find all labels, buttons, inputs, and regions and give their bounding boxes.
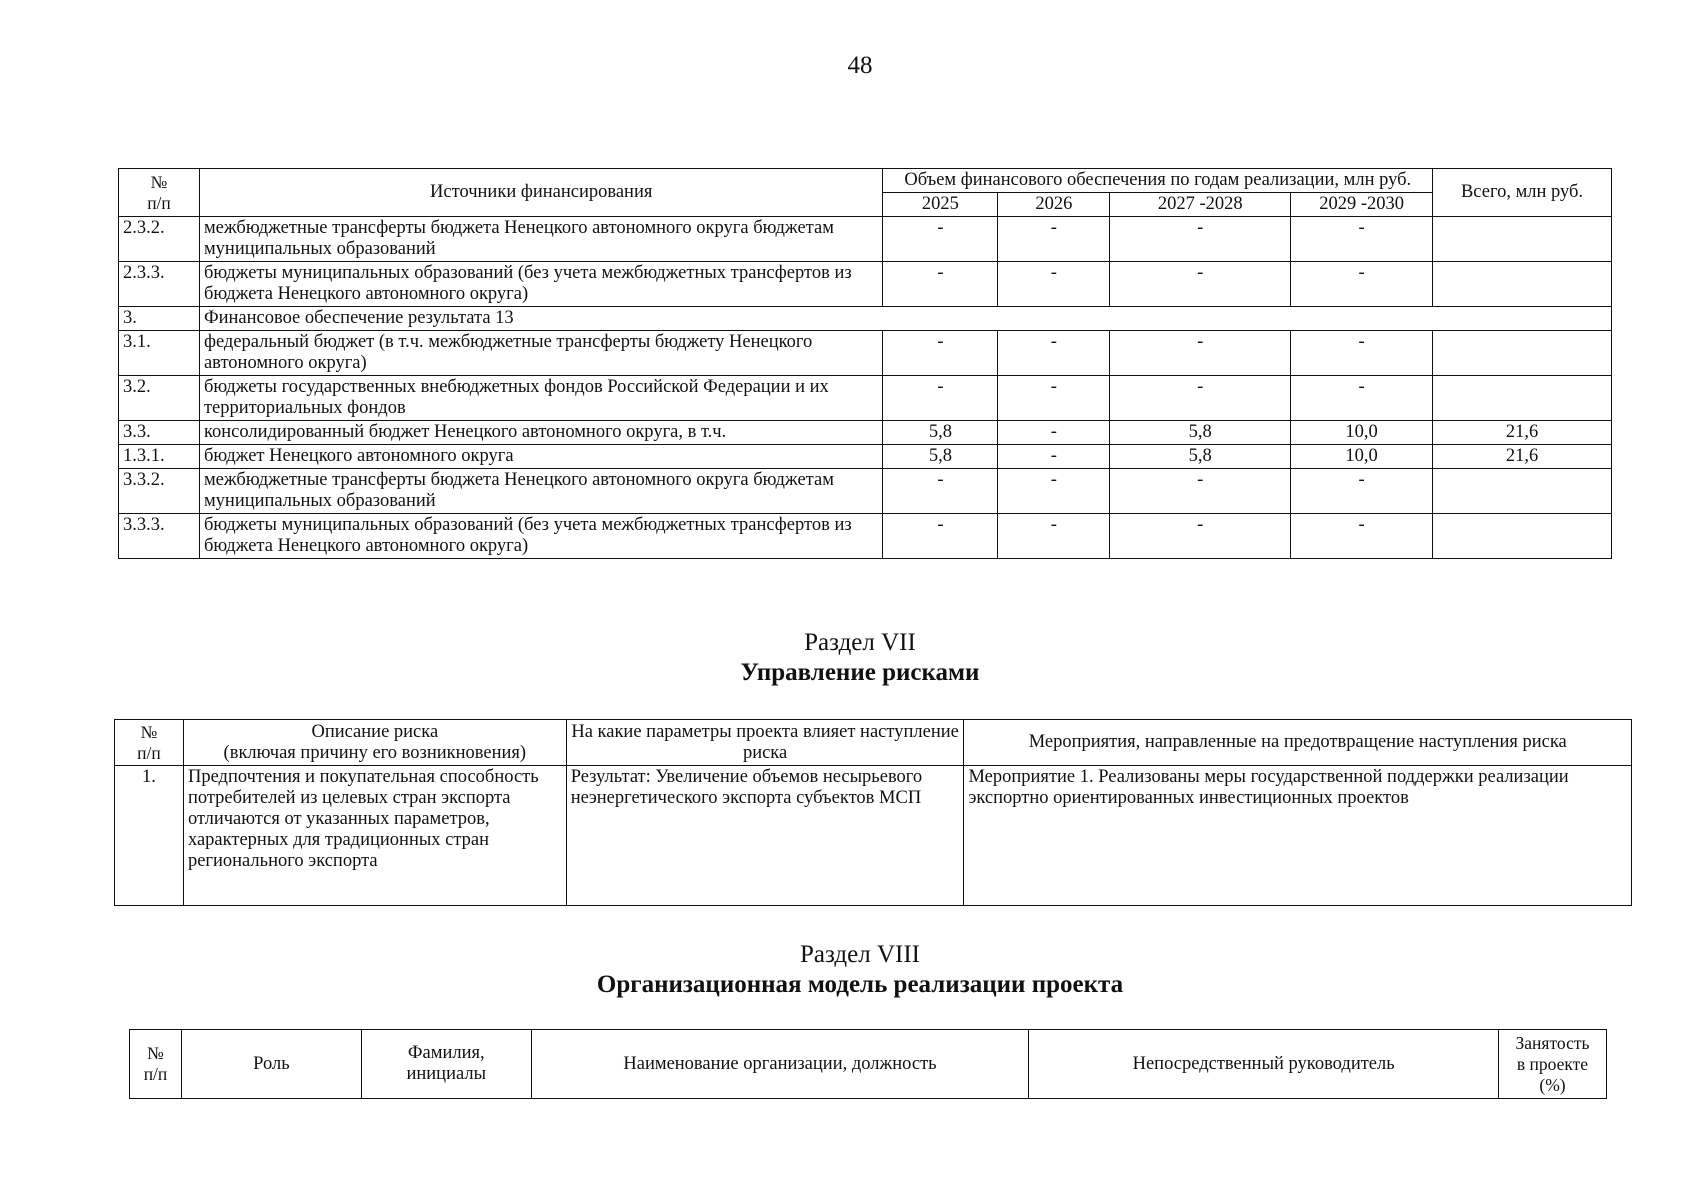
risk-description: Предпочтения и покупательная способность потребителей из целевых стран экспорта отличаются от указанных параметров, характерных для традиционных стран регионального экспорта [183, 766, 566, 906]
row-value-2029-2030: - [1291, 262, 1433, 307]
table-row [119, 514, 1612, 559]
org-header-supervisor: Непосредственный руководитель [1029, 1030, 1499, 1099]
row-value-2025: - [883, 331, 998, 376]
header-year: 2027 -2028 [1110, 193, 1291, 217]
header-total: Всего, млн руб. [1433, 169, 1612, 217]
row-num: 1.3.1. [119, 445, 200, 469]
org-table [129, 1029, 1607, 1099]
section-8-heading [0, 940, 1695, 1000]
row-value-2025: - [883, 217, 998, 262]
org-header-organization: Наименование организации, должность [531, 1030, 1029, 1099]
table-row [119, 262, 1612, 307]
row-total: 21,6 [1433, 421, 1612, 445]
row-value-2025: - [883, 262, 998, 307]
row-total [1433, 331, 1612, 376]
row-value-2029-2030: - [1291, 514, 1433, 559]
row-total [1433, 262, 1612, 307]
row-total [1433, 376, 1612, 421]
row-value-2025: - [883, 376, 998, 421]
row-section-title: Финансовое обеспечение результата 13 [199, 307, 1611, 331]
org-header-role: Роль [181, 1030, 361, 1099]
risk-measures: Мероприятие 1. Реализованы меры государственной поддержки реализации экспортно ориентированных инвестиционных проектов [964, 766, 1632, 906]
row-value-2029-2030: 10,0 [1291, 421, 1433, 445]
table-row [119, 331, 1612, 376]
row-num: 3. [119, 307, 200, 331]
row-value-2029-2030: - [1291, 217, 1433, 262]
row-num: 3.2. [119, 376, 200, 421]
table-section-row [119, 307, 1612, 331]
row-value-2026: - [998, 445, 1110, 469]
section-7-title: Управление рисками [740, 659, 980, 686]
row-source: бюджеты муниципальных образований (без учета межбюджетных трансфертов из бюджета Ненецкого автономного округа) [199, 514, 882, 559]
row-value-2026: - [998, 421, 1110, 445]
row-source: федеральный бюджет (в т.ч. межбюджетные трансферты бюджету Ненецкого автономного округа) [199, 331, 882, 376]
org-header-num: № п/п [130, 1030, 182, 1099]
row-num: 2.3.3. [119, 262, 200, 307]
section-7-heading [0, 628, 1695, 688]
row-value-2026: - [998, 514, 1110, 559]
row-value-2027-2028: 5,8 [1110, 421, 1291, 445]
row-value-2026: - [998, 331, 1110, 376]
row-value-2027-2028: - [1110, 217, 1291, 262]
row-num: 3.3. [119, 421, 200, 445]
row-value-2026: - [998, 217, 1110, 262]
row-value-2027-2028: 5,8 [1110, 445, 1291, 469]
row-value-2025: 5,8 [883, 421, 998, 445]
financing-table [118, 168, 1612, 559]
page-number: 48 [847, 52, 873, 79]
org-header-employment: Занятость в проекте (%) [1498, 1030, 1606, 1099]
row-value-2029-2030: - [1291, 331, 1433, 376]
table-row [119, 445, 1612, 469]
header-volume: Объем финансового обеспечения по годам реализации, млн руб. [883, 169, 1433, 193]
table-row [119, 469, 1612, 514]
header-year: 2025 [883, 193, 998, 217]
table-row [119, 376, 1612, 421]
row-value-2027-2028: - [1110, 376, 1291, 421]
risk-header-description: Описание риска (включая причину его возникновения) [183, 720, 566, 766]
row-total [1433, 469, 1612, 514]
header-year: 2026 [998, 193, 1110, 217]
row-value-2029-2030: - [1291, 469, 1433, 514]
risk-num: 1. [115, 766, 184, 906]
row-value-2027-2028: - [1110, 469, 1291, 514]
header-num: № п/п [119, 169, 200, 217]
row-value-2026: - [998, 262, 1110, 307]
row-source: бюджеты государственных внебюджетных фондов Российской Федерации и их территориальных фондов [199, 376, 882, 421]
row-num: 3.3.3. [119, 514, 200, 559]
row-value-2026: - [998, 376, 1110, 421]
row-source: межбюджетные трансферты бюджета Ненецкого автономного округа бюджетам муниципальных образований [199, 217, 882, 262]
row-total [1433, 217, 1612, 262]
row-value-2027-2028: - [1110, 262, 1291, 307]
table-row [119, 421, 1612, 445]
table-row [119, 217, 1612, 262]
row-source: бюджеты муниципальных образований (без учета межбюджетных трансфертов из бюджета Ненецкого автономного округа) [199, 262, 882, 307]
row-total [1433, 514, 1612, 559]
row-value-2026: - [998, 469, 1110, 514]
row-value-2029-2030: - [1291, 376, 1433, 421]
risk-table [114, 719, 1632, 906]
row-value-2027-2028: - [1110, 514, 1291, 559]
section-7-label: Раздел VII [804, 629, 916, 656]
row-value-2027-2028: - [1110, 331, 1291, 376]
row-source: консолидированный бюджет Ненецкого автономного округа, в т.ч. [199, 421, 882, 445]
row-total: 21,6 [1433, 445, 1612, 469]
row-num: 2.3.2. [119, 217, 200, 262]
row-num: 3.1. [119, 331, 200, 376]
row-value-2025: 5,8 [883, 445, 998, 469]
risk-parameters: Результат: Увеличение объемов несырьевого неэнергетического экспорта субъектов МСП [566, 766, 964, 906]
table-row [115, 766, 1632, 906]
header-source: Источники финансирования [199, 169, 882, 217]
row-value-2029-2030: 10,0 [1291, 445, 1433, 469]
section-8-label: Раздел VIII [800, 941, 920, 968]
row-value-2025: - [883, 469, 998, 514]
risk-header-measures: Мероприятия, направленные на предотвращение наступления риска [964, 720, 1632, 766]
org-header-name: Фамилия, инициалы [361, 1030, 531, 1099]
row-source: межбюджетные трансферты бюджета Ненецкого автономного округа бюджетам муниципальных образований [199, 469, 882, 514]
row-value-2025: - [883, 514, 998, 559]
risk-header-parameters: На какие параметры проекта влияет наступление риска [566, 720, 964, 766]
row-num: 3.3.2. [119, 469, 200, 514]
risk-header-num: № п/п [115, 720, 184, 766]
row-source: бюджет Ненецкого автономного округа [199, 445, 882, 469]
section-8-title: Организационная модель реализации проекта [596, 971, 1124, 998]
header-year: 2029 -2030 [1291, 193, 1433, 217]
